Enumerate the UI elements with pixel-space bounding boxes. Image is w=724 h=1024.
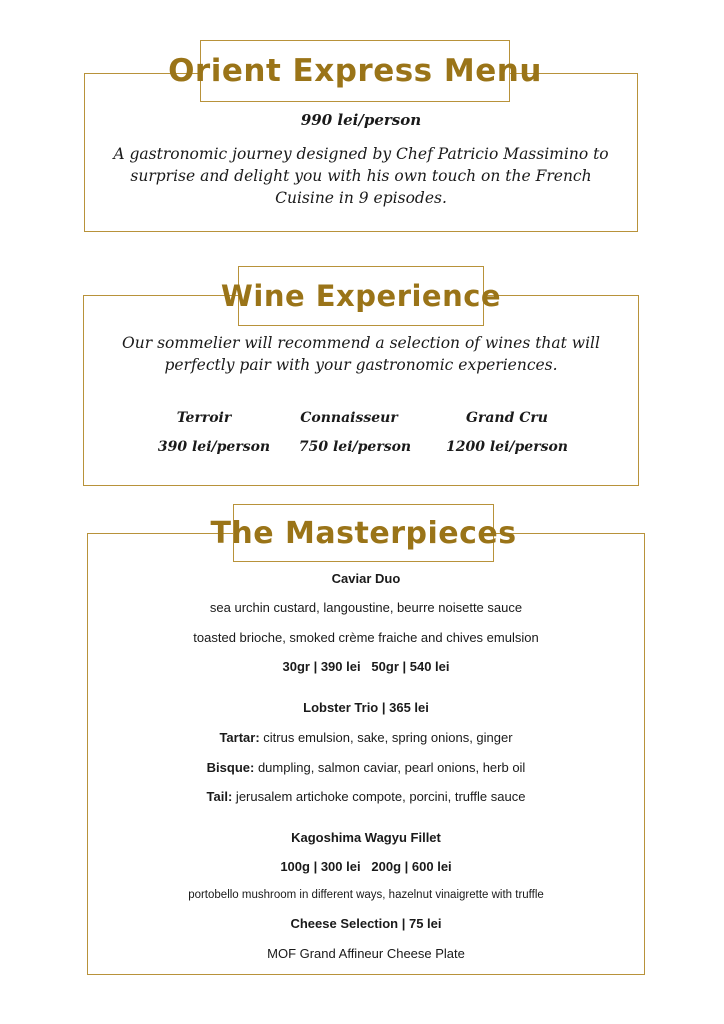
cheese-name: Cheese Selection | 75 lei xyxy=(290,916,442,931)
lobster-item-bisque xyxy=(88,760,644,775)
wine-option-terroir-name: Terroir xyxy=(176,410,232,426)
lobster-item-tartar xyxy=(88,730,644,745)
cheese-description: MOF Grand Affineur Cheese Plate xyxy=(267,946,465,961)
wagyu-name: Kagoshima Wagyu Fillet xyxy=(291,830,441,845)
lobster-item-label: Tartar: xyxy=(219,730,260,745)
wine-option-grandcru-name: Grand Cru xyxy=(466,410,548,426)
caviar-line-1: sea urchin custard, langoustine, beurre noisette sauce xyxy=(209,600,523,615)
wagyu-prices: 100g | 300 lei 200g | 600 lei xyxy=(280,859,452,874)
caviar-prices: 30gr | 390 lei 50gr | 540 lei xyxy=(282,659,450,674)
wagyu-description: portobello mushroom in different ways, hazelnut vinaigrette with truffle xyxy=(188,889,544,901)
lobster-name: Lobster Trio | 365 lei xyxy=(303,700,429,715)
lobster-item-label: Bisque: xyxy=(206,760,255,775)
masterpieces-title: The Masterpieces xyxy=(233,504,494,562)
masterpieces-box xyxy=(87,533,645,975)
wine-option-connaisseur-name: Connaisseur xyxy=(300,410,398,426)
lobster-item-tail xyxy=(88,789,644,804)
wine-option-terroir-price: 390 lei/person xyxy=(157,439,271,455)
lobster-item-text: jerusalem artichoke compote, porcini, truffle sauce xyxy=(232,789,526,804)
caviar-name: Caviar Duo xyxy=(331,571,401,586)
lobster-item-label: Tail: xyxy=(206,789,233,804)
lobster-item-text: citrus emulsion, sake, spring onions, ginger xyxy=(259,730,513,745)
wine-option-grandcru-price: 1200 lei/person xyxy=(446,439,568,455)
wine-option-connaisseur-price: 750 lei/person xyxy=(298,439,412,455)
caviar-line-2: toasted brioche, smoked crème fraiche and chives emulsion xyxy=(193,630,539,645)
orient-express-title: Orient Express Menu xyxy=(200,40,510,102)
wine-experience-title: Wine Experience xyxy=(238,266,484,326)
wine-description: Our sommelier will recommend a selection of wines that will perfectly pair with your gastronomic experiences. xyxy=(122,334,600,374)
lobster-item-text: dumpling, salmon caviar, pearl onions, herb oil xyxy=(254,760,526,775)
orient-price: 990 lei/person xyxy=(300,111,422,129)
orient-description: A gastronomic journey designed by Chef Patricio Massimino to surprise and delight you with his own touch on the French Cuisine in 9 episodes. xyxy=(113,145,609,207)
